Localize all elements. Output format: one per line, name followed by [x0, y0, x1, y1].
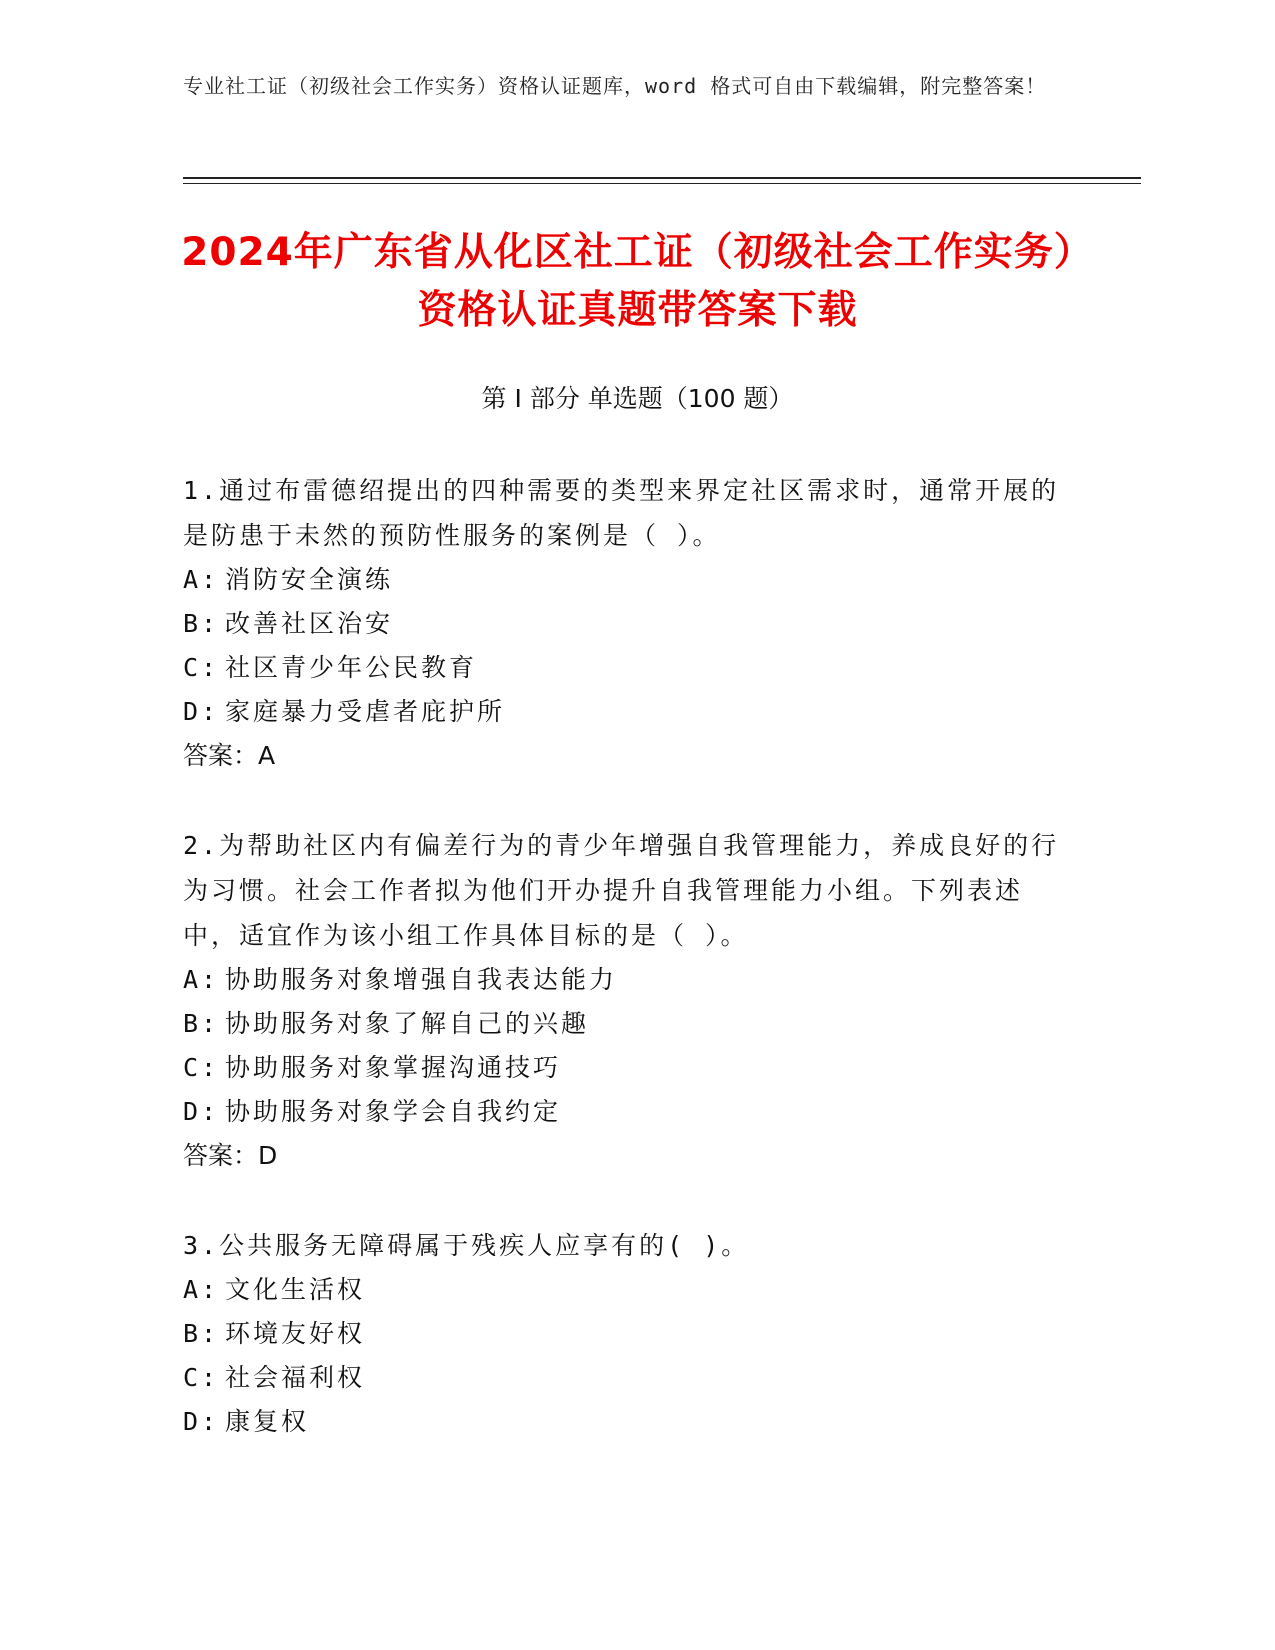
option-a [183, 1268, 1063, 1312]
option-b [183, 1002, 1063, 1046]
option-text: 协助服务对象学会自我约定 [225, 1097, 562, 1126]
option-key: B: [183, 1319, 220, 1348]
answer-line: 答案：D [183, 1141, 278, 1170]
option-d [183, 1090, 1063, 1134]
question-1 [183, 468, 1063, 778]
question-list [183, 468, 1063, 1489]
section-title: 第 I 部分 单选题（100 题） [481, 384, 794, 413]
question-3 [183, 1223, 1063, 1444]
option-d [183, 1400, 1063, 1444]
option-key: A: [183, 965, 220, 994]
header-note: 专业社工证（初级社会工作实务）资格认证题库，word 格式可自由下载编辑，附完整答案！ [183, 74, 1047, 98]
option-key: D: [183, 1407, 220, 1436]
header-divider-thick [183, 177, 1141, 179]
option-text: 家庭暴力受虐者庇护所 [225, 697, 506, 726]
option-key: C: [183, 653, 220, 682]
option-key: C: [183, 1363, 220, 1392]
question-stem: 3.公共服务无障碍属于残疾人应享有的( )。 [183, 1231, 750, 1260]
option-text: 改善社区治安 [225, 609, 394, 638]
option-b [183, 1312, 1063, 1356]
question-stem: 2.为帮助社区内有偏差行为的青少年增强自我管理能力，养成良好的行为习惯。社会工作者拟为他们开办提升自我管理能力小组。下列表述中，适宜作为该小组工作具体目标的是（ ）。 [183, 831, 1060, 950]
answer-line: 答案：A [183, 741, 276, 770]
option-key: B: [183, 609, 220, 638]
option-key: A: [183, 1275, 220, 1304]
option-key: B: [183, 1009, 220, 1038]
option-d [183, 690, 1063, 734]
option-a [183, 958, 1063, 1002]
option-text: 康复权 [225, 1407, 310, 1436]
question-stem: 1.通过布雷德绍提出的四种需要的类型来界定社区需求时，通常开展的是防患于未然的预防性服务的案例是（ ）。 [183, 476, 1060, 550]
option-text: 文化生活权 [225, 1275, 366, 1304]
option-c [183, 1356, 1063, 1400]
option-c [183, 1046, 1063, 1090]
option-b [183, 602, 1063, 646]
option-text: 社会福利权 [225, 1363, 366, 1392]
option-key: D: [183, 697, 220, 726]
option-text: 协助服务对象增强自我表达能力 [225, 965, 618, 994]
option-text: 消防安全演练 [225, 565, 394, 594]
option-key: A: [183, 565, 220, 594]
option-text: 社区青少年公民教育 [225, 653, 478, 682]
document-title: 2024年广东省从化区社工证（初级社会工作实务）资格认证真题带答案下载 [181, 230, 1094, 333]
option-c [183, 646, 1063, 690]
question-2 [183, 823, 1063, 1178]
option-key: C: [183, 1053, 220, 1082]
option-text: 环境友好权 [225, 1319, 366, 1348]
option-key: D: [183, 1097, 220, 1126]
option-a [183, 558, 1063, 602]
option-text: 协助服务对象掌握沟通技巧 [225, 1053, 562, 1082]
header-divider-thin [183, 183, 1141, 184]
option-text: 协助服务对象了解自己的兴趣 [225, 1009, 590, 1038]
